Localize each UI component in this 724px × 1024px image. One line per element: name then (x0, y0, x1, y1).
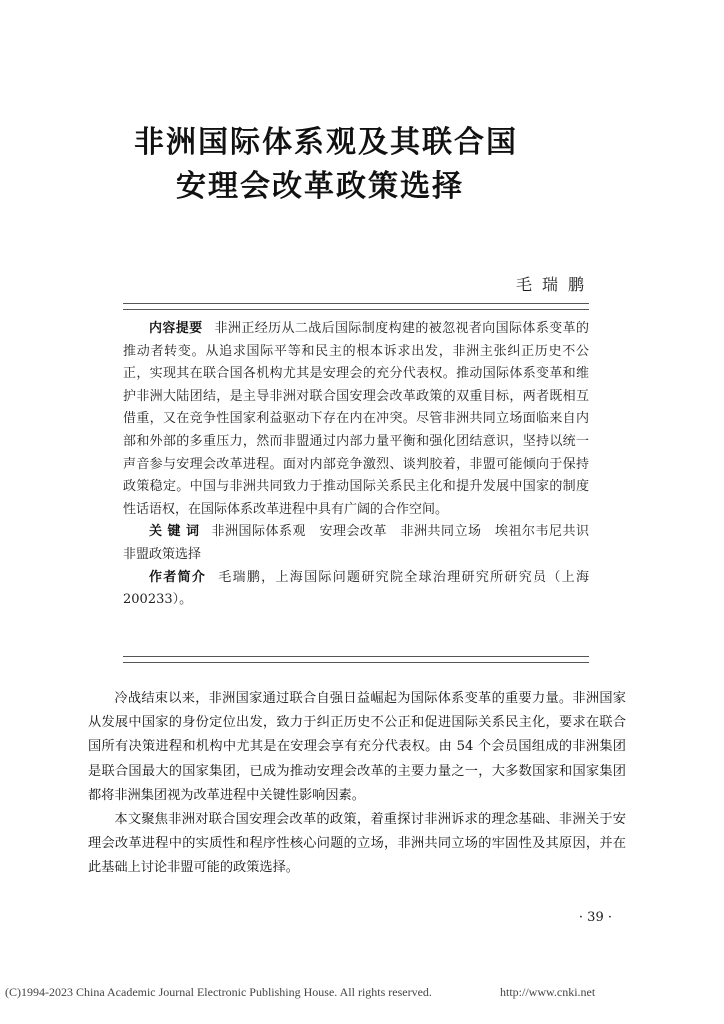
body-paragraph: 冷战结束以来，非洲国家通过联合自强日益崛起为国际体系变革的重要力量。非洲国家从发展中国家的身份定位出发，致力于纠正历史不公正和促进国际关系民主化，要求在联合国所有决策进程和机构中尤其是在安理会享有充分代表权。由 54 个会员国组成的非洲集团是联合国最大的国家集团，已成为推动安理会改革的主要力量之一，大多数国家和国家集团都将非洲集团视为改革进程中关键性影响因素。 (88, 691, 626, 803)
abstract-block (123, 318, 602, 612)
article-body (88, 687, 626, 881)
author-name: 毛瑞鹏 (515, 275, 594, 294)
keywords-label: 关 键 词 (149, 524, 200, 540)
page-number: · 39 · (578, 910, 612, 925)
footer-url[interactable]: http://www.cnki.net (500, 985, 596, 999)
title-line-2: 安理会改革政策选择 (176, 169, 464, 204)
abstract-paragraph (123, 318, 589, 521)
abstract-label: 内容提要 (149, 321, 203, 336)
abstract-top-rule (123, 303, 589, 310)
author-info-label: 作者简介 (149, 569, 207, 585)
author-info-paragraph (123, 567, 602, 612)
title-line-1: 非洲国际体系观及其联合国 (134, 125, 518, 160)
footer-copyright: (C)1994-2023 China Academic Journal Electronic Publishing House. All rights reserved. (5, 985, 432, 999)
keywords-text: 非洲国际体系观 安理会改革 非洲共同立场 埃祖尔韦尼共识 非盟政策选择 (123, 524, 602, 562)
author-info-text: 毛瑞鹏，上海国际问题研究院全球治理研究所研究员（上海 200233）。 (123, 569, 602, 608)
abstract-bottom-rule (123, 656, 589, 663)
body-paragraph: 本文聚焦非洲对联合国安理会改革的政策，着重探讨非洲诉求的理念基础、非洲关于安理会改革进程中的实质性和程序性核心问题的立场，非洲共同立场的牢固性及其原因，并在此基础上讨论非盟可能的政策选择。 (88, 812, 626, 876)
abstract-text: 非洲正经历从二战后国际制度构建的被忽视者向国际体系变革的推动者转变。从追求国际平等和民主的根本诉求出发，非洲主张纠正历史不公正，实现其在联合国各机构尤其是安理会的充分代表权。推动国际体系变革和维护非洲大陆团结，是主导非洲对联合国安理会改革政策的双重目标，两者既相互借重，又在竞争性国家利益驱动下存在内在冲突。尽管非洲共同立场面临来自内部和外部的多重压力，然而非盟通过内部力量平衡和强化团结意识，坚持以统一声音参与安理会改革进程。面对内部竞争激烈、谈判胶着，非盟可能倾向于保持政策稳定。中国与非洲共同致力于推动国际关系民主化和提升发展中国家的制度性话语权，在国际体系改革进程中具有广阔的合作空间。 (123, 321, 589, 517)
keywords-paragraph (123, 521, 602, 566)
